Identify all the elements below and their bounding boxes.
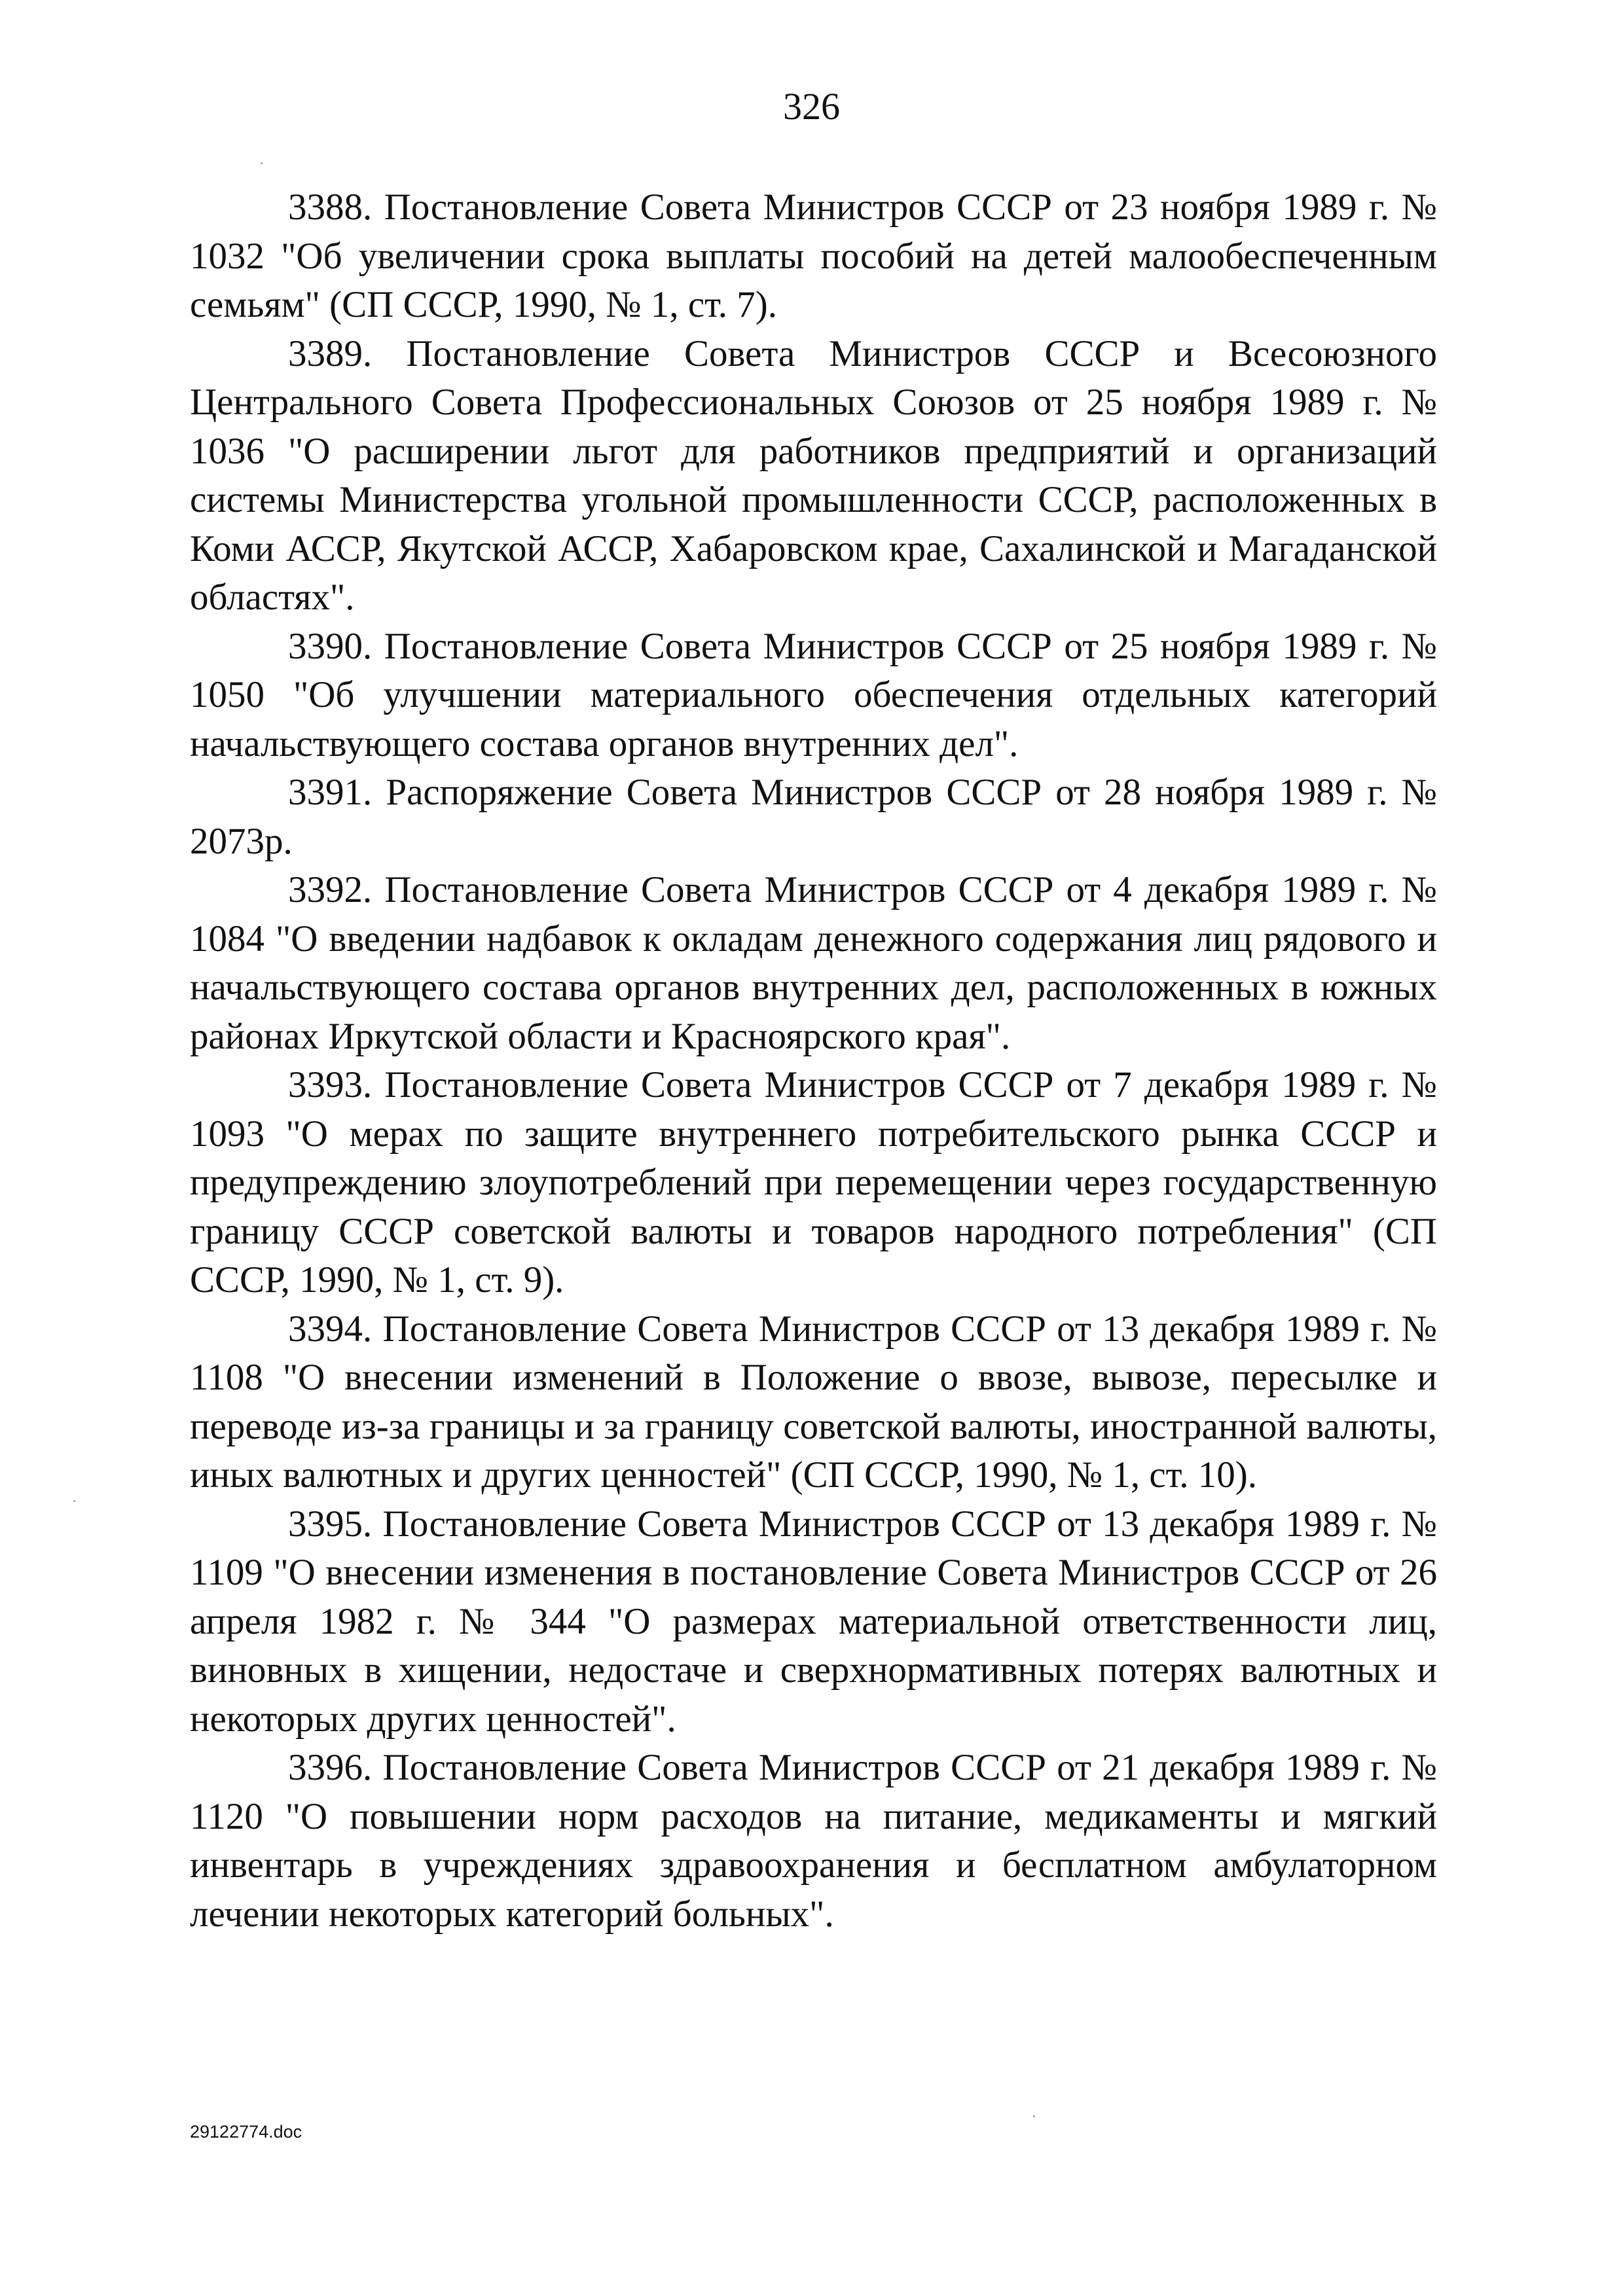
footer-filename: 29122774.doc xyxy=(190,2122,302,2142)
entry-3391: 3391. Распоряжение Совета Министров СССР от 28 ноября 1989 г. № 2073р. xyxy=(190,772,1437,862)
entry-3396: 3396. Постановление Совета Министров СССР от 21 декабря 1989 г. № 1120 "О повышении норм расходов на питание, медикаменты и мягкий инвентарь в учреждениях здравоохранения и бесплатном амбулаторном лечении некоторых категорий больных". xyxy=(190,1747,1437,1935)
entry-3394: 3394. Постановление Совета Министров СССР от 13 декабря 1989 г. № 1108 "О внесении изменений в Положение о ввозе, вывозе, пересылке и переводе из-за границы и за границу советской валюты, иностранной валюты, иных валютных и других ценностей" (СП СССР, 1990, № 1, ст. 10). xyxy=(190,1308,1437,1496)
entry-3392: 3392. Постановление Совета Министров СССР от 4 декабря 1989 г. № 1084 "О введении надбавок к окладам денежного содержания лиц рядового и начальствующего состава органов внутренних дел, расположенных в южных районах Иркутской области и Красноярского края". xyxy=(190,869,1437,1057)
entry-3390: 3390. Постановление Совета Министров СССР от 25 ноября 1989 г. № 1050 "Об улучшении материального обеспечения отдельных категорий начальствующего состава органов внутренних дел". xyxy=(190,625,1437,764)
scan-speck xyxy=(73,1500,75,1502)
scan-speck xyxy=(261,162,263,164)
entry-3389: 3389. Постановление Совета Министров СССР и Всесоюзного Центрального Совета Профессиональных Союзов от 25 ноября 1989 г. № 1036 "О расширении льгот для работников предприятий и организаций системы Министерства угольной промышленности СССР, расположенных в Коми АССР, Якутской АССР, Хабаровском крае, Сахалинской и Магаданской областях". xyxy=(190,332,1437,618)
scan-speck xyxy=(1033,2115,1035,2117)
entry-3388: 3388. Постановление Совета Министров СССР от 23 ноября 1989 г. № 1032 "Об увеличении срока выплаты пособий на детей малообеспеченным семьям" (СП СССР, 1990, № 1, ст. 7). xyxy=(190,187,1437,325)
page-number: 326 xyxy=(783,85,840,128)
entries-list xyxy=(190,183,1437,1939)
entry-3393: 3393. Постановление Совета Министров СССР от 7 декабря 1989 г. № 1093 "О мерах по защите внутреннего потребительского рынка СССР и предупреждению злоупотреблений при перемещении через государственную границу СССР советской валюты и товаров народного потребления" (СП СССР, 1990, № 1, ст. 9). xyxy=(190,1064,1437,1300)
entry-3395: 3395. Постановление Совета Министров СССР от 13 декабря 1989 г. № 1109 "О внесении изменения в постановление Совета Министров СССР от 26 апреля 1982 г. № 344 "О размерах материальной ответственности лиц, виновных в хищении, недостаче и сверхнормативных потерях валютных и некоторых других ценностей". xyxy=(190,1503,1437,1740)
